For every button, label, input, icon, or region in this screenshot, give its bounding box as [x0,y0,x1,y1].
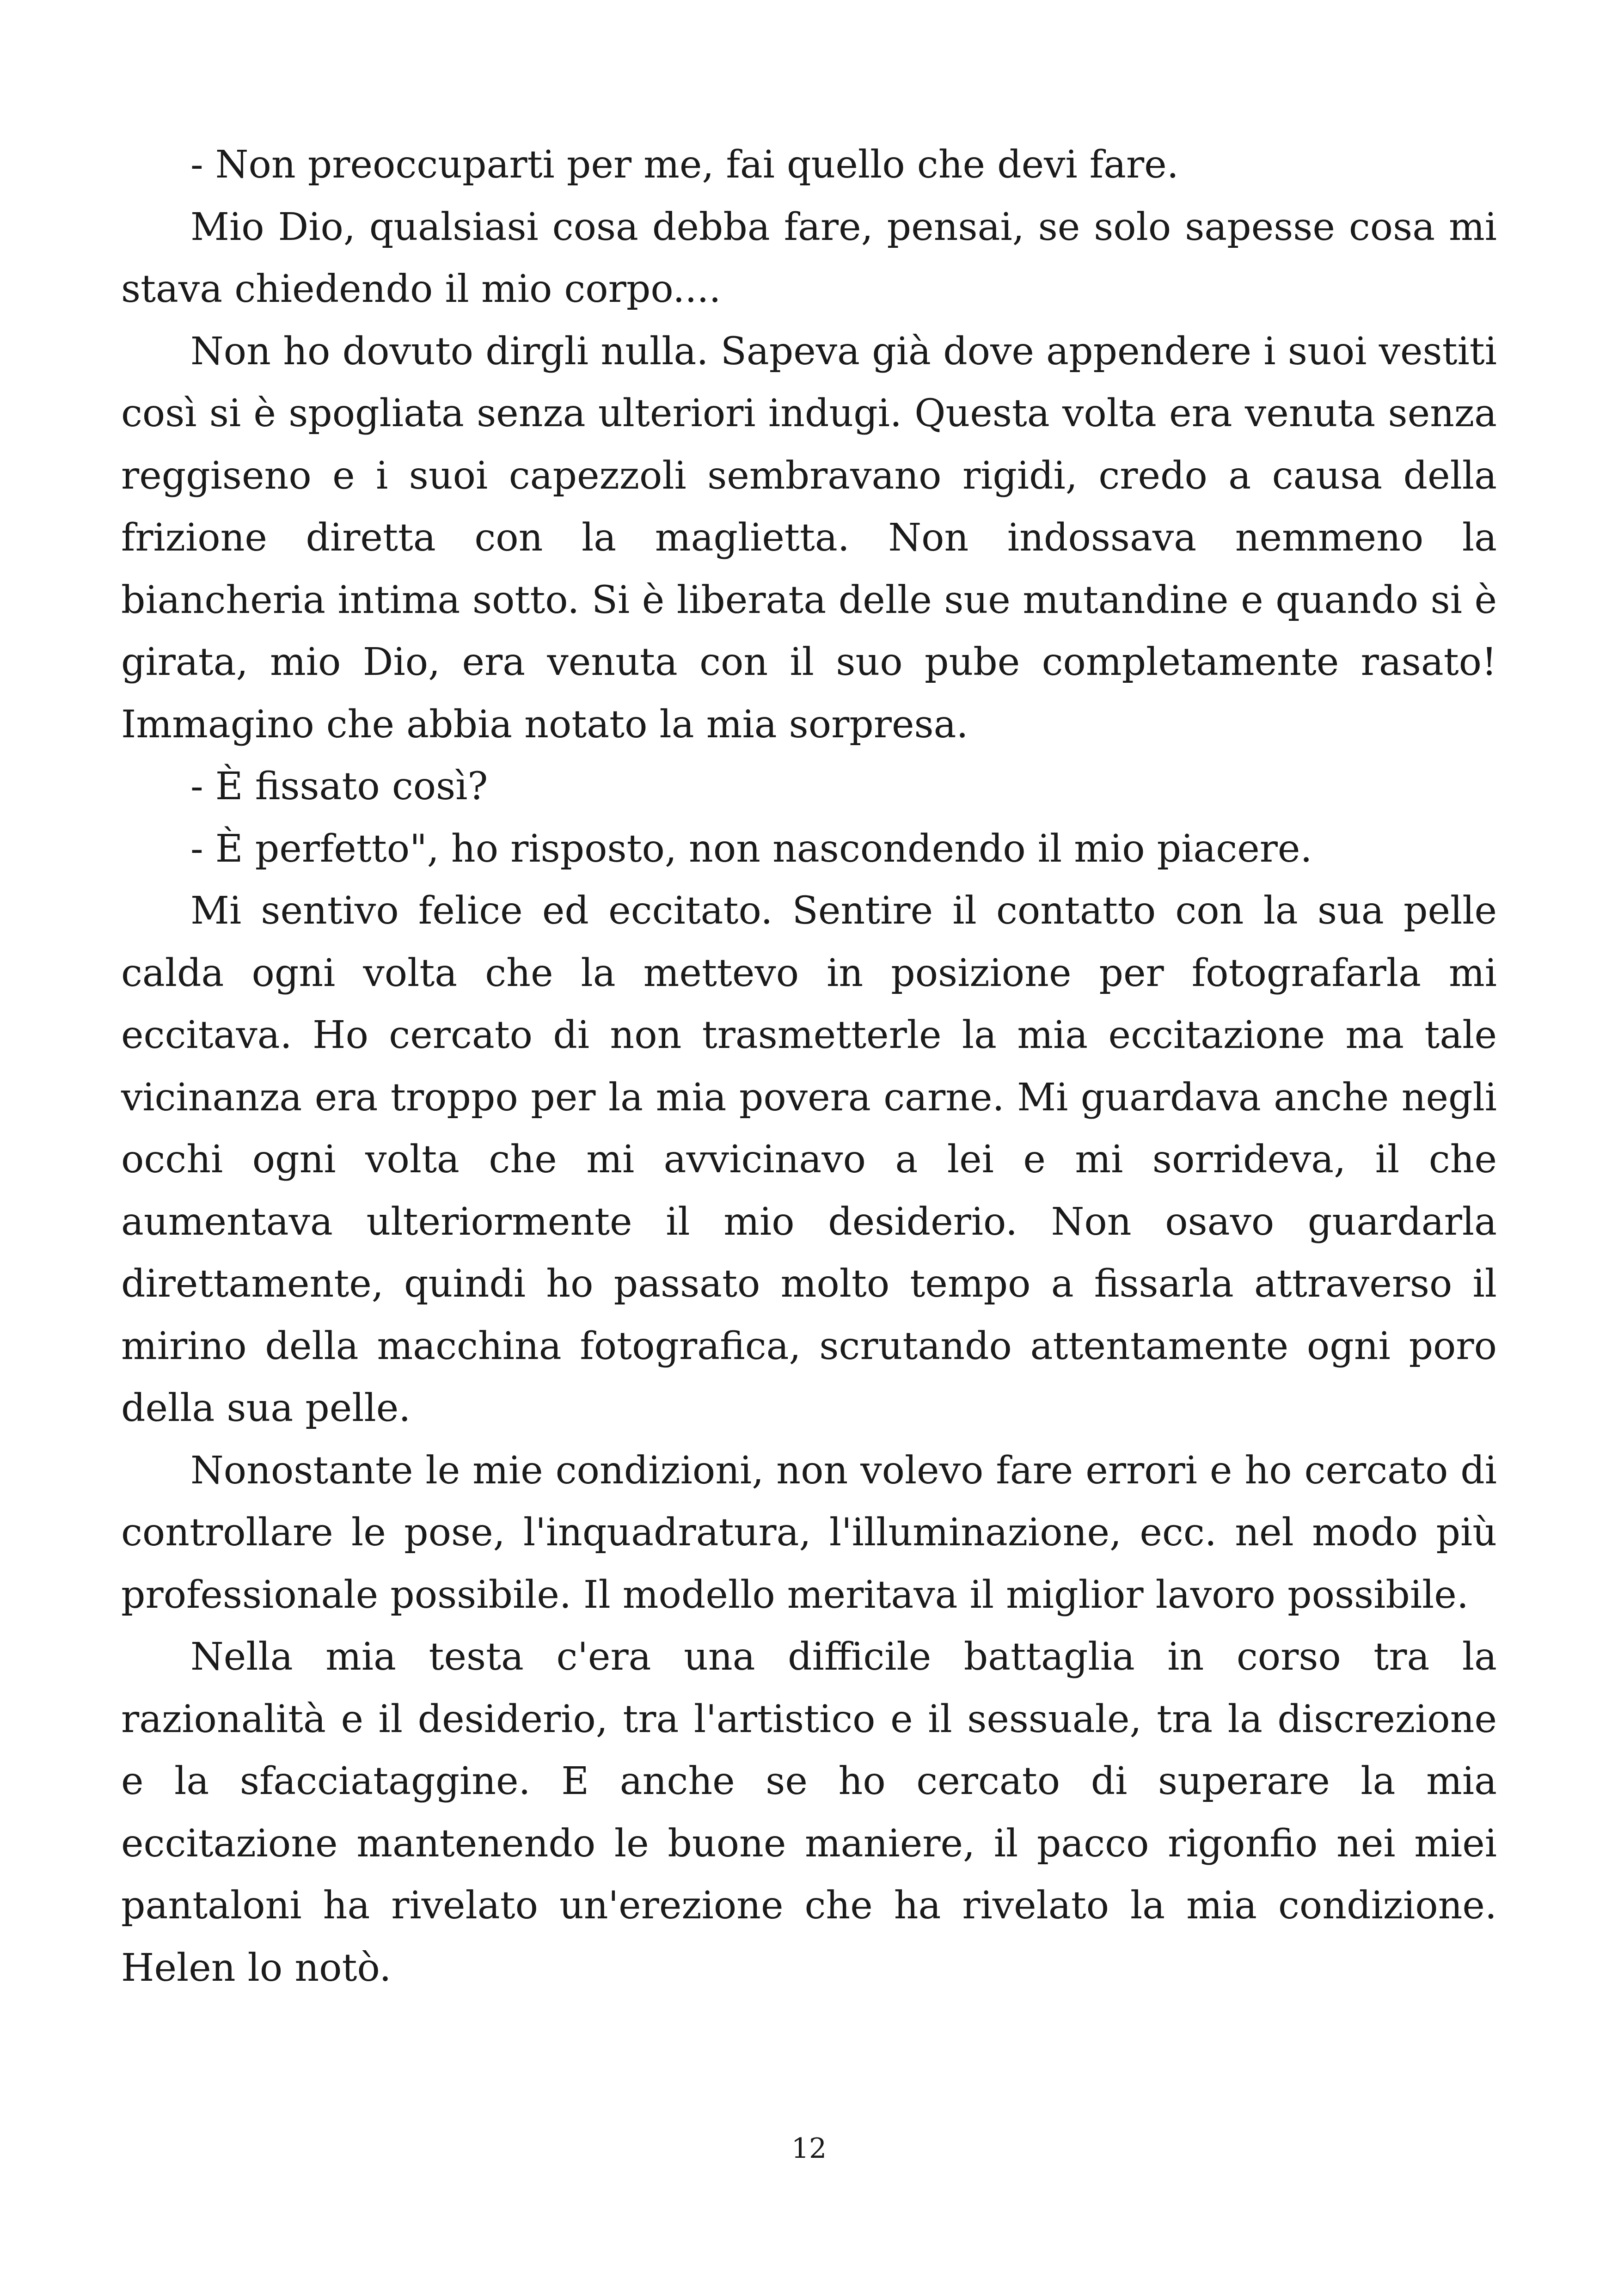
paragraph: - Non preoccuparti per me, fai quello che devi fare. [190,143,1179,187]
page-body [121,134,1497,1999]
paragraph: Nonostante le mie condizioni, non volevo fare errori e ho cercato di controllare le pose, l'inquadratura, l'illuminazione, ecc. nel modo più professionale possibile. Il modello meritava il miglior lavoro possibile. [121,1448,1497,1617]
paragraph: - È fissato così? [190,765,488,808]
paragraph: Mi sentivo felice ed eccitato. Sentire il contatto con la sua pelle calda ogni volta che la mettevo in posizione per fotografarla mi eccitava. Ho cercato di non trasmetterle la mia eccitazione ma tale vicinanza era troppo per la mia povera carne. Mi guardava anche negli occhi ogni volta che mi avvicinavo a lei e mi sorrideva, il che aumentava ulteriormente il mio desiderio. Non osavo guardarla direttamente, quindi ho passato molto tempo a fissarla attraverso il mirino della macchina fotografica, scrutando attentamente ogni poro della sua pelle. [121,889,1497,1430]
paragraph: Non ho dovuto dirgli nulla. Sapeva già dove appendere i suoi vestiti così si è spogliata senza ulteriori indugi. Questa volta era venuta senza reggiseno e i suoi capezzoli sembravano rigidi, credo a causa della frizione diretta con la maglietta. Non indossava nemmeno la biancheria intima sotto. Si è liberata delle sue mutandine e quando si è girata, mio Dio, era venuta con il suo pube completamente rasato! Immagino che abbia notato la mia sorpresa. [121,329,1497,747]
paragraph: - È perfetto", ho risposto, non nascondendo il mio piacere. [190,827,1312,871]
page-number: 12 [791,2132,827,2165]
paragraph: Nella mia testa c'era una difficile battaglia in corso tra la razionalità e il desiderio, tra l'artistico e il sessuale, tra la discrezione e la sfacciataggine. E anche se ho cercato di superare la mia eccitazione mantenendo le buone maniere, il pacco rigonfio nei miei pantaloni ha rivelato un'erezione che ha rivelato la mia condizione. Helen lo notò. [121,1635,1497,1990]
paragraph: Mio Dio, qualsiasi cosa debba fare, pensai, se solo sapesse cosa mi stava chiedendo il mio corpo.... [121,205,1497,311]
